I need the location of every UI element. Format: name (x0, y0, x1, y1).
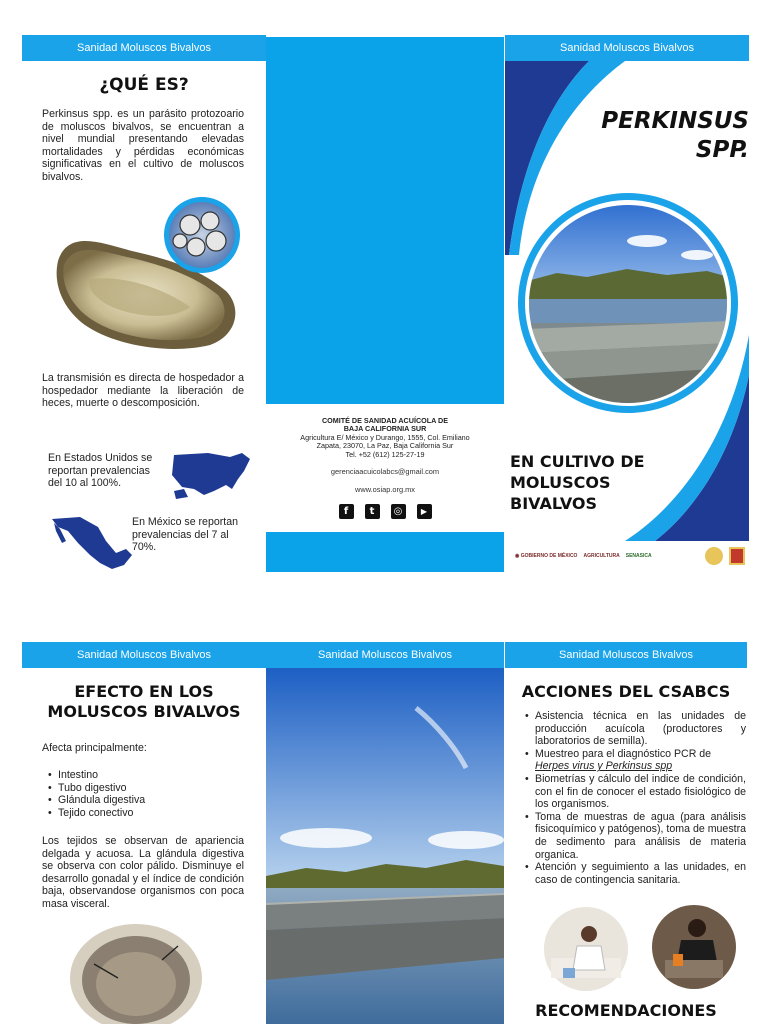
cover-title-line1: PERKINSUS (601, 108, 749, 134)
list-item (525, 748, 746, 773)
panel-cover (505, 35, 749, 572)
senasica-logo: SENASICA (625, 553, 652, 559)
panel-header-band: Sanidad Moluscos Bivalvos (505, 35, 749, 61)
usa-map-image (168, 449, 252, 501)
intro-paragraph: Perkinsus spp. es un parásito protozoario de moluscos bivalvos, se encuentran a nivel mundial presentando elevadas mortalidades y pérdidas económicas significativas en el cultivo de moluscos bivalvos. (42, 108, 244, 183)
oyster-farm-landscape-photo (266, 668, 504, 1024)
actions-list (525, 710, 746, 886)
cover-subtitle-line3: BIVALVOS (510, 494, 598, 513)
effect-description: Los tejidos se observan de apariencia delgada y acuosa. La glándula digestiva se observa con color pálido. Disminuye el desarrollo gonadal y el índice de condición baja, observandose organismos con poca masa visceral. (42, 835, 244, 910)
panel-header-band: Sanidad Moluscos Bivalvos (266, 642, 504, 668)
section-title-efecto-line2: MOLUSCOS BIVALVOS (47, 702, 241, 721)
org-phone: Tel. +52 (612) 125-27-19 (345, 449, 425, 459)
list-item: • Intestino (48, 769, 145, 782)
section-title-efecto-line1: EFECTO EN LOS (74, 682, 214, 701)
organ-list (48, 769, 145, 819)
panel-efecto (22, 642, 266, 1024)
pcr-targets: Herpes virus y Perkinsus spp (535, 760, 673, 773)
panel-header-band: Sanidad Moluscos Bivalvos (22, 35, 266, 61)
panel-header-band: Sanidad Moluscos Bivalvos (22, 642, 266, 668)
twitter-icon[interactable]: t (365, 504, 380, 519)
panel-contact (266, 37, 504, 572)
org-name-line2: BAJA CALIFORNIA SUR (343, 424, 427, 434)
org-name-line1: COMITÉ DE SANIDAD ACUÍCOLA DE (321, 416, 449, 425)
contact-box (266, 404, 504, 532)
cover-title (601, 107, 749, 165)
section-title-que-es: ¿QUÉ ES? (99, 75, 189, 95)
instagram-icon[interactable]: ◎ (391, 504, 406, 519)
list-item: • Tubo digestivo (48, 782, 145, 795)
list-item: • Atención y seguimiento a las unidades, en caso de contingencia sanitaria. (525, 861, 746, 886)
pcr-text: Muestreo para el diagnóstico PCR de (535, 747, 712, 760)
oyster-farm-photo (527, 203, 729, 405)
list-item: • Toma de muestras de agua (para análisis fisicoquímico y patógenos), toma de muestra de sedimento para análisis de materia organica. (525, 811, 746, 861)
list-item: • Biometrías y cálculo del indice de condición, con el fin de conocer el estado fisiológico de los organismos. (525, 773, 746, 811)
panel-acciones (505, 642, 747, 1024)
contact-email[interactable]: gerenciaacuicolabcs@gmail.com (330, 467, 440, 476)
panel-photo (266, 642, 504, 1024)
usa-prevalence: En Estados Unidos se reportan prevalencias del 10 al 100%. (48, 452, 153, 490)
committee-logo (705, 547, 723, 565)
contact-website[interactable]: www.osiap.org.mx (355, 485, 415, 494)
cover-title-line2: SPP. (695, 137, 749, 163)
affects-label: Afecta principalmente: (42, 742, 147, 754)
panel-header-band: Sanidad Moluscos Bivalvos (505, 642, 747, 668)
facebook-icon[interactable]: f (339, 504, 354, 519)
oyster-image (50, 195, 246, 353)
partner-logos (515, 545, 749, 567)
org-info (266, 417, 504, 459)
cover-subtitle (510, 451, 645, 514)
gobierno-mexico-logo: ◉ GOBIERNO DE MÉXICO (515, 553, 578, 559)
youtube-icon[interactable]: ▶ (417, 504, 432, 519)
mexico-prevalence: En México se reportan prevalencias del 7 al 70%. (132, 516, 238, 554)
org-address-line2: Zapata, 23070, La Paz, Baja California Sur (316, 441, 454, 451)
section-title-recomendaciones: RECOMENDACIONES (535, 1001, 717, 1020)
technician-photo-2 (651, 904, 737, 990)
state-shield-logo (729, 547, 745, 565)
list-item: • Glándula digestiva (48, 794, 145, 807)
list-item: • Asistencia técnica en las unidades de producción acuícola (productores y laboratorios de semilla). (525, 710, 746, 748)
technician-photo-1 (543, 906, 629, 992)
agricultura-logo: AGRICULTURA (583, 553, 620, 559)
transmission-paragraph: La transmisión es directa de hospedador a hospedador mediante la liberación de heces, muerte o descomposición. (42, 372, 244, 410)
section-title-efecto (22, 682, 266, 722)
list-item: • Tejido conectivo (48, 807, 145, 820)
social-links (266, 504, 504, 519)
mexico-map-image (50, 515, 134, 572)
section-title-acciones: ACCIONES DEL CSABCS (521, 682, 731, 701)
cover-subtitle-line2: MOLUSCOS (510, 473, 611, 492)
org-address-line1: Agricultura E/ México y Durango, 1555, Col. Emiliano (300, 432, 470, 442)
panel-que-es (22, 35, 266, 572)
infected-oyster-image (58, 920, 208, 1024)
cover-subtitle-line1: EN CULTIVO DE (510, 452, 645, 471)
